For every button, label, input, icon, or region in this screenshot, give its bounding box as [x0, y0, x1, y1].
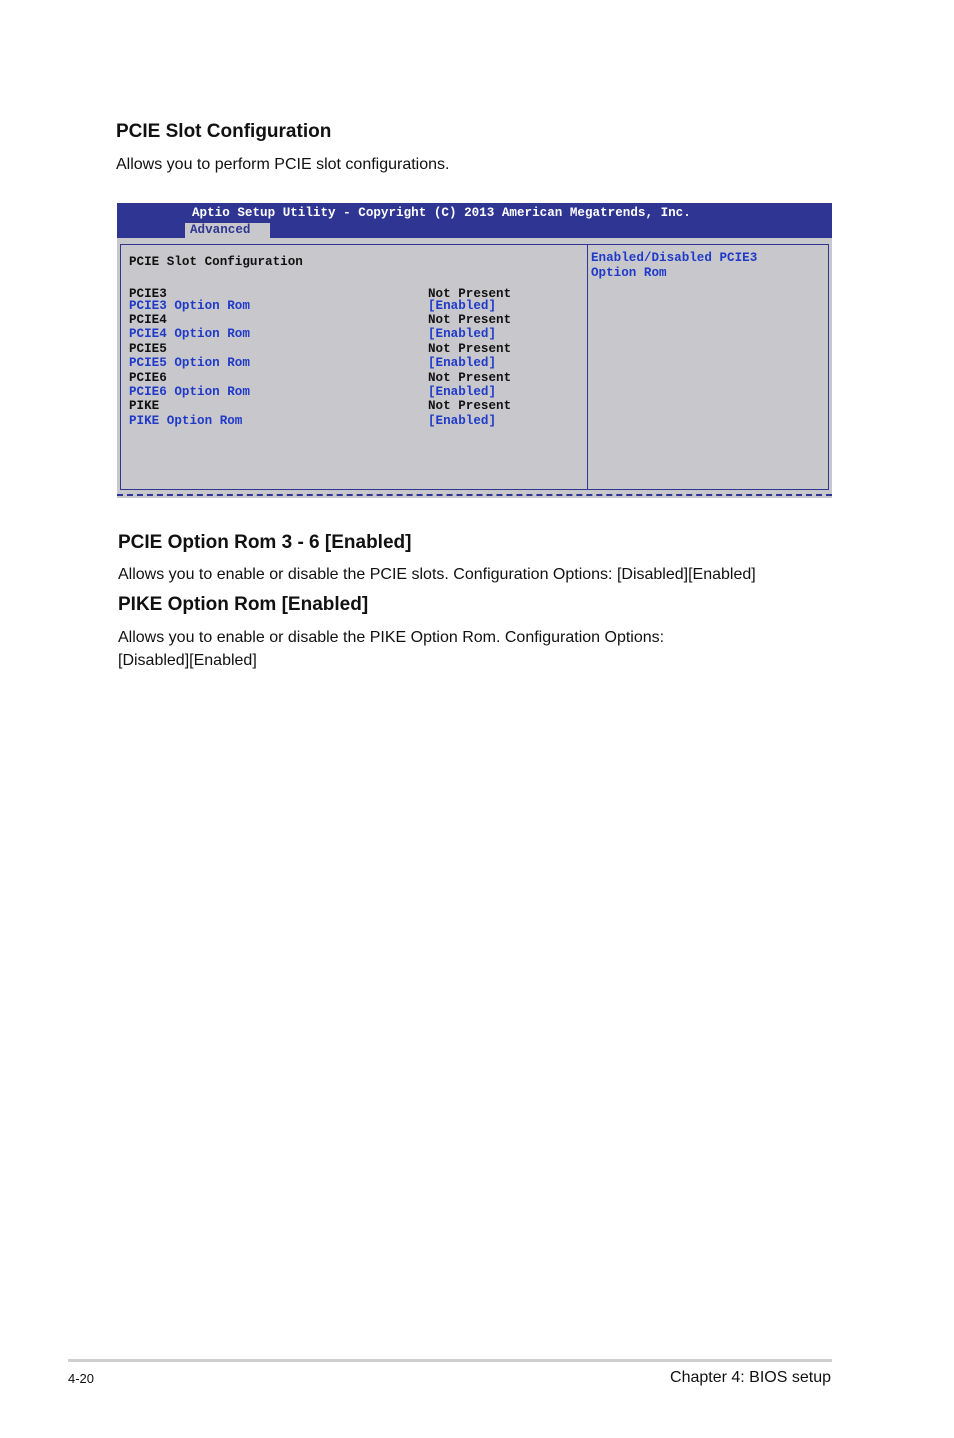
- section-heading-pike-rom: PIKE Option Rom [Enabled]: [118, 594, 369, 615]
- bios-main-panel: [120, 244, 587, 490]
- footer-rule: [68, 1359, 832, 1362]
- bios-tab-advanced[interactable]: Advanced: [185, 223, 270, 238]
- bios-item-label: PCIE3: [129, 287, 167, 301]
- bios-help-text: Enabled/Disabled PCIE3: [591, 251, 758, 265]
- bios-option-label[interactable]: PCIE4 Option Rom: [129, 327, 250, 341]
- section-text-pike-rom-line2: [Disabled][Enabled]: [118, 652, 257, 669]
- page-number: 4-20: [68, 1371, 95, 1386]
- bios-item-value: Not Present: [428, 313, 512, 327]
- bios-option-label[interactable]: PCIE5 Option Rom: [129, 356, 250, 370]
- bios-option-label[interactable]: PIKE Option Rom: [129, 414, 243, 428]
- bios-item-value: Not Present: [428, 287, 512, 301]
- bios-header: [117, 203, 832, 238]
- bios-option-value[interactable]: [Enabled]: [428, 385, 497, 399]
- section-heading-option-rom: PCIE Option Rom 3 - 6 [Enabled]: [118, 532, 412, 553]
- bios-option-value[interactable]: [Enabled]: [428, 327, 497, 341]
- bios-item-value: Not Present: [428, 342, 512, 356]
- bios-item-value: Not Present: [428, 399, 512, 413]
- bios-help-panel: [587, 244, 829, 490]
- bios-item-value: Not Present: [428, 371, 512, 385]
- bios-title: Aptio Setup Utility - Copyright (C) 2013 American Megatrends, Inc.: [192, 206, 691, 220]
- bios-screenshot: [117, 203, 832, 498]
- bios-option-value[interactable]: [Enabled]: [428, 414, 497, 428]
- bios-item-label: PCIE4: [129, 313, 167, 327]
- bios-dashed-divider: [117, 494, 832, 496]
- bios-item-label: PCIE6: [129, 371, 167, 385]
- section-text-slot-config: Allows you to perform PCIE slot configurations.: [116, 156, 450, 173]
- bios-help-text: Option Rom: [591, 266, 667, 280]
- chapter-title: Chapter 4: BIOS setup: [670, 1369, 831, 1386]
- bios-panel-title: PCIE Slot Configuration: [129, 255, 303, 269]
- bios-option-label[interactable]: PCIE6 Option Rom: [129, 385, 250, 399]
- bios-option-value[interactable]: [Enabled]: [428, 356, 497, 370]
- bios-option-label[interactable]: PCIE3 Option Rom: [129, 299, 250, 313]
- bios-option-value[interactable]: [Enabled]: [428, 299, 497, 313]
- bios-item-label: PIKE: [129, 399, 160, 413]
- bios-item-label: PCIE5: [129, 342, 167, 356]
- section-text-option-rom: Allows you to enable or disable the PCIE slots. Configuration Options: [Disabled][Enabled]: [118, 566, 756, 583]
- section-text-pike-rom-line1: Allows you to enable or disable the PIKE Option Rom. Configuration Options:: [118, 629, 665, 646]
- section-heading-slot-config: PCIE Slot Configuration: [116, 121, 332, 142]
